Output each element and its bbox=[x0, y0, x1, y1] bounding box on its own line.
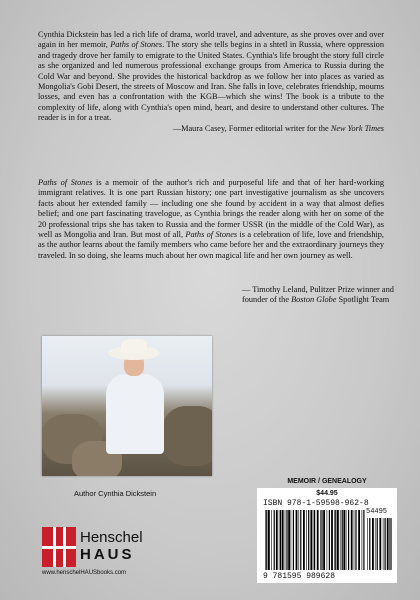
barcode-bar bbox=[274, 510, 275, 570]
barcode-bar bbox=[286, 510, 287, 570]
barcode-box bbox=[257, 488, 397, 583]
barcode-bar bbox=[354, 510, 355, 570]
publisher-url: www.henschelHAUSbooks.com bbox=[42, 570, 127, 576]
barcode-bar bbox=[335, 510, 336, 570]
barcode-bar bbox=[313, 510, 314, 570]
barcode-bar bbox=[363, 510, 364, 570]
publisher-name: Henschel bbox=[80, 529, 143, 546]
barcode-bar bbox=[327, 510, 328, 570]
barcode-bar bbox=[362, 510, 363, 570]
barcode-bar bbox=[323, 510, 325, 570]
barcode-bar bbox=[276, 510, 278, 570]
barcode-bar bbox=[351, 510, 353, 570]
barcode-bar bbox=[282, 510, 284, 570]
barcode-bar bbox=[389, 518, 390, 570]
barcode-bar bbox=[271, 510, 272, 570]
barcode-bar bbox=[342, 510, 343, 570]
barcode-bar bbox=[346, 510, 347, 570]
barcode-bar bbox=[296, 510, 298, 570]
book-title: Paths of Stones bbox=[110, 40, 163, 50]
barcode-bar bbox=[390, 518, 391, 570]
barcode-bar bbox=[387, 518, 389, 570]
logo-mark bbox=[42, 527, 76, 567]
barcode-bar bbox=[265, 510, 266, 570]
barcode-bar bbox=[337, 510, 339, 570]
barcode-bar bbox=[383, 518, 384, 570]
barcode-bar bbox=[321, 510, 322, 570]
barcode-bars bbox=[265, 510, 365, 570]
barcode-block bbox=[257, 478, 397, 583]
barcode-digits: 9 781595 989628 bbox=[263, 572, 336, 581]
sun-hat-crown bbox=[121, 339, 147, 353]
barcode-bar bbox=[343, 510, 345, 570]
book-title: Paths of Stones bbox=[185, 230, 238, 240]
barcode-bar bbox=[299, 510, 300, 570]
genre-label: MEMOIR / GENEALOGY bbox=[287, 478, 367, 485]
barcode-bar bbox=[280, 510, 281, 570]
review-attribution: —Maura Casey, Former editorial writer for the New York Times bbox=[172, 123, 384, 133]
publisher-name-haus: HAUS bbox=[80, 546, 135, 563]
barcode-bar bbox=[377, 518, 378, 570]
barcode-bar bbox=[306, 510, 307, 570]
barcode-bar bbox=[358, 510, 360, 570]
supplement-bars bbox=[367, 518, 393, 570]
barcode-bar bbox=[317, 510, 319, 570]
barcode-bar bbox=[291, 510, 292, 570]
barcode-bar bbox=[385, 518, 386, 570]
book-title: Paths of Stones bbox=[38, 178, 93, 187]
barcode-bar bbox=[355, 510, 356, 570]
author-figure bbox=[106, 374, 164, 454]
barcode-bar bbox=[348, 510, 349, 570]
barcode-bar bbox=[329, 510, 330, 570]
review-text: Cynthia Dickstein has led a rich life of drama, world travel, and adventure, as she proves over and over again in her memoir, Paths of Stones. The story she tells begins in a shtetl in Russia, where oppression and tragedy drove her family to emigrate to the United States. Cynthia's life brought the story full circle as she organized and led numerous professional exchange groups from America to Russia during the Cold War and beyond. She provides the historical backdrop as we follow her into places as varied as Mongolia's Gobi Desert, the streets of Moscow and Iran. She falls in love, celebrates friendship, mourns losses, and even has a confrontation with the KGB—which she wins! The book is a tribute to the complexity of life, along with Cynthia's open mind, heart, and desire to understand other cultures. The reader is in for a treat. bbox=[38, 30, 384, 123]
barcode-bar bbox=[310, 510, 312, 570]
review-text: Paths of Stones is a memoir of the author's rich and purposeful life and that of her hard-working immigrant relatives. It is one part Russian history; one part investigative journalism as she uncovers facts about her extended family — including one she found by accident in a way that almost defies belief; and one part fascinating travelogue, as Cynthia brings the reader along with her on some of the 20 professional trips she has taken to Russia and the former USSR (in the middle of the Cold War), as well as Mongolia and Iran. But most of all, Paths of Stones is a celebration of life, love and friendship, as the author learns about the family members who came before her and the extraordinary journeys they traveled. In so doing, she learns much about her own magical life and her own journey as well. bbox=[38, 178, 384, 260]
barcode-bar bbox=[375, 518, 376, 570]
publisher-logo bbox=[42, 527, 152, 577]
barcode-bar bbox=[268, 510, 270, 570]
author-photo bbox=[42, 336, 212, 476]
review-maura-casey bbox=[38, 30, 384, 134]
isbn: ISBN 978-1-59598-962-8 bbox=[263, 499, 369, 508]
barcode-bar bbox=[303, 510, 305, 570]
rock bbox=[162, 406, 212, 466]
barcode-bar bbox=[340, 510, 341, 570]
barcode-bar bbox=[279, 510, 280, 570]
review-attribution: — Timothy Leland, Pulitzer Prize winner and founder of the Boston Globe Spotlight Team bbox=[242, 285, 394, 305]
barcode-bar bbox=[314, 510, 315, 570]
barcode-bar bbox=[266, 510, 267, 570]
barcode-bar bbox=[293, 510, 294, 570]
review-timothy-leland bbox=[38, 178, 384, 261]
barcode-bar bbox=[334, 510, 335, 570]
barcode-bar bbox=[372, 518, 374, 570]
barcode-bar bbox=[331, 510, 333, 570]
photo-caption: Author Cynthia Dickstein bbox=[74, 489, 157, 498]
barcode-bar bbox=[288, 510, 290, 570]
price: $44.95 bbox=[316, 490, 338, 497]
supplement-number: 54495 bbox=[366, 508, 388, 516]
barcode-bar bbox=[300, 510, 301, 570]
barcode-bar bbox=[379, 518, 381, 570]
barcode-bar bbox=[308, 510, 309, 570]
barcode-bar bbox=[285, 510, 286, 570]
barcode-bar bbox=[367, 518, 368, 570]
barcode-bar bbox=[320, 510, 321, 570]
barcode-bar bbox=[369, 518, 370, 570]
